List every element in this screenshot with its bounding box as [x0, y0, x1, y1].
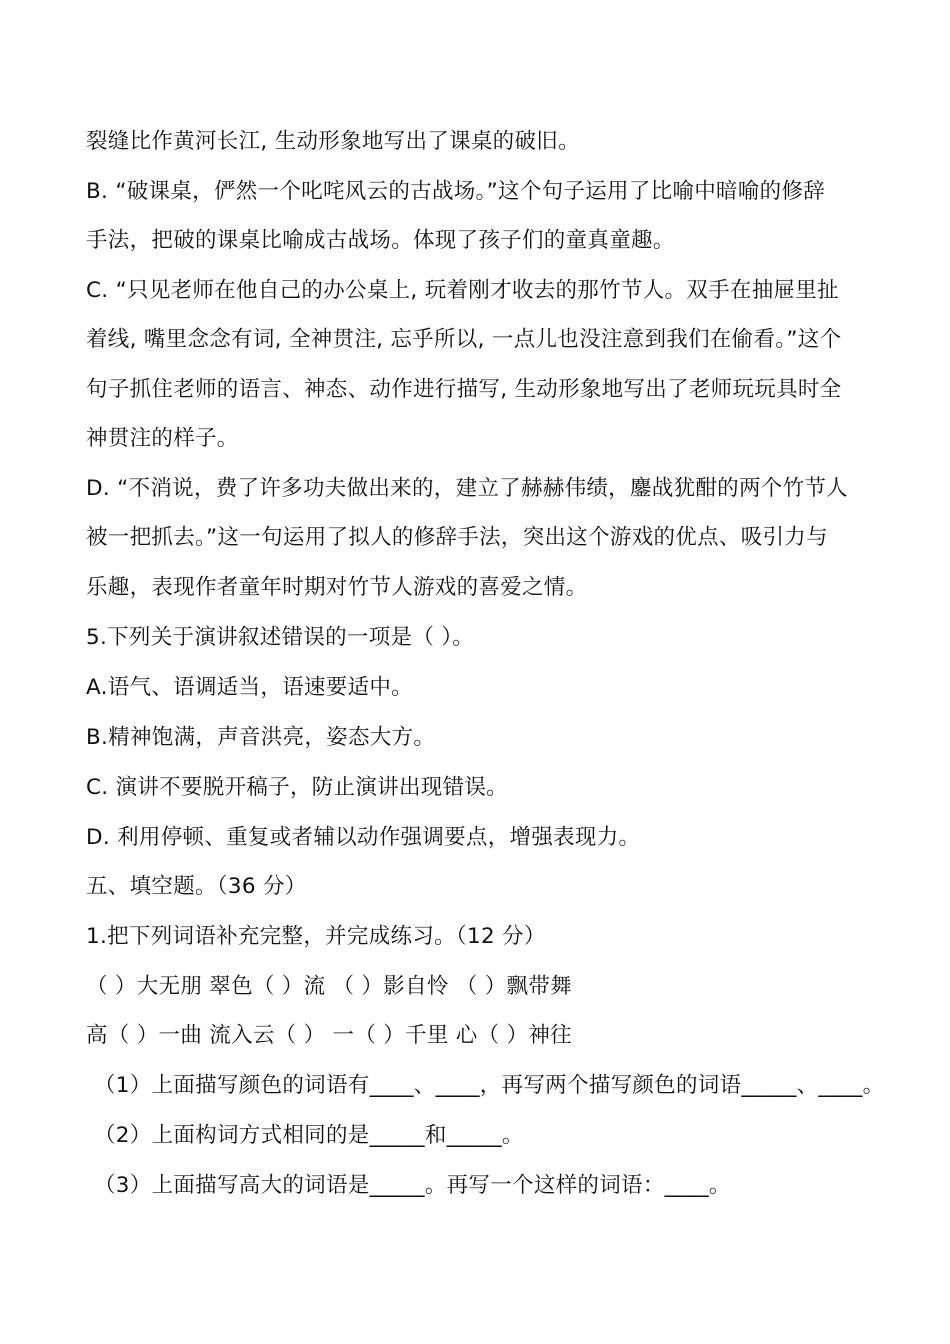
option-d-line-1: D. “不消说，费了许多功夫做出来的，建立了赫赫伟绩，鏖战犹酣的两个竹节人 — [86, 476, 848, 501]
option-b-line-2: 手法，把破的课桌比喻成古战场。体现了孩子们的童真童趣。 — [86, 228, 675, 253]
question-5-option-d: D. 利用停顿、重复或者辅以动作强调要点，增强表现力。 — [86, 825, 641, 850]
idiom-row-2: 高（ ）一曲 流入云（ ） 一（ ）千里 心（ ）神往 — [86, 1023, 572, 1048]
idiom-row-1: （ ）大无朋 翠色（ ）流 （ ）影自怜 （ ）飘带舞 — [86, 974, 572, 999]
question-5-option-a: A.语气、语调适当，语速要适中。 — [86, 675, 413, 700]
option-c-line-2: 着线, 嘴里念念有词, 全神贯注, 忘乎所以, 一点儿也没注意到我们在偷看。”这个 — [86, 327, 842, 352]
sub-question-1: （1）上面描写颜色的词语有____、____，再写两个描写颜色的词语_____、____。 — [94, 1073, 885, 1098]
question-5-stem: 5.下列关于演讲叙述错误的一项是（ ）。 — [86, 625, 475, 650]
option-b-line-1: B. “破课桌，俨然一个叱咤风云的古战场。”这个句子运用了比喻中暗喻的修辞 — [86, 179, 826, 204]
sub-question-2: （2）上面构词方式相同的是_____和_____。 — [94, 1123, 524, 1148]
option-d-line-2: 被一把抓去。”这一句运用了拟人的修辞手法，突出这个游戏的优点、吸引力与 — [86, 525, 828, 550]
option-c-line-3: 句子抓住老师的语言、神态、动作进行描写, 生动形象地写出了老师玩玩具时全 — [86, 377, 842, 402]
section-five-heading: 五、填空题。（36 分） — [86, 874, 307, 899]
question-5-option-c: C. 演讲不要脱开稿子，防止演讲出现错误。 — [86, 775, 508, 800]
question-5-option-b: B.精神饱满，声音洪亮，姿态大方。 — [86, 725, 436, 750]
option-c-line-4: 神贯注的样子。 — [86, 426, 239, 451]
option-c-line-1: C. “只见老师在他自己的办公桌上, 玩着刚才收去的那竹节人。双手在抽屉里扯 — [86, 278, 839, 303]
fill-question-1-stem: 1.把下列词语补充完整，并完成练习。（12 分） — [86, 924, 546, 949]
sub-question-3: （3）上面描写高大的词语是_____。再写一个这样的词语：____。 — [94, 1173, 731, 1198]
option-d-line-3: 乐趣，表现作者童年时期对竹节人游戏的喜爱之情。 — [86, 575, 588, 600]
option-a-continuation: 裂缝比作黄河长江, 生动形象地写出了课桌的破旧。 — [86, 129, 580, 154]
